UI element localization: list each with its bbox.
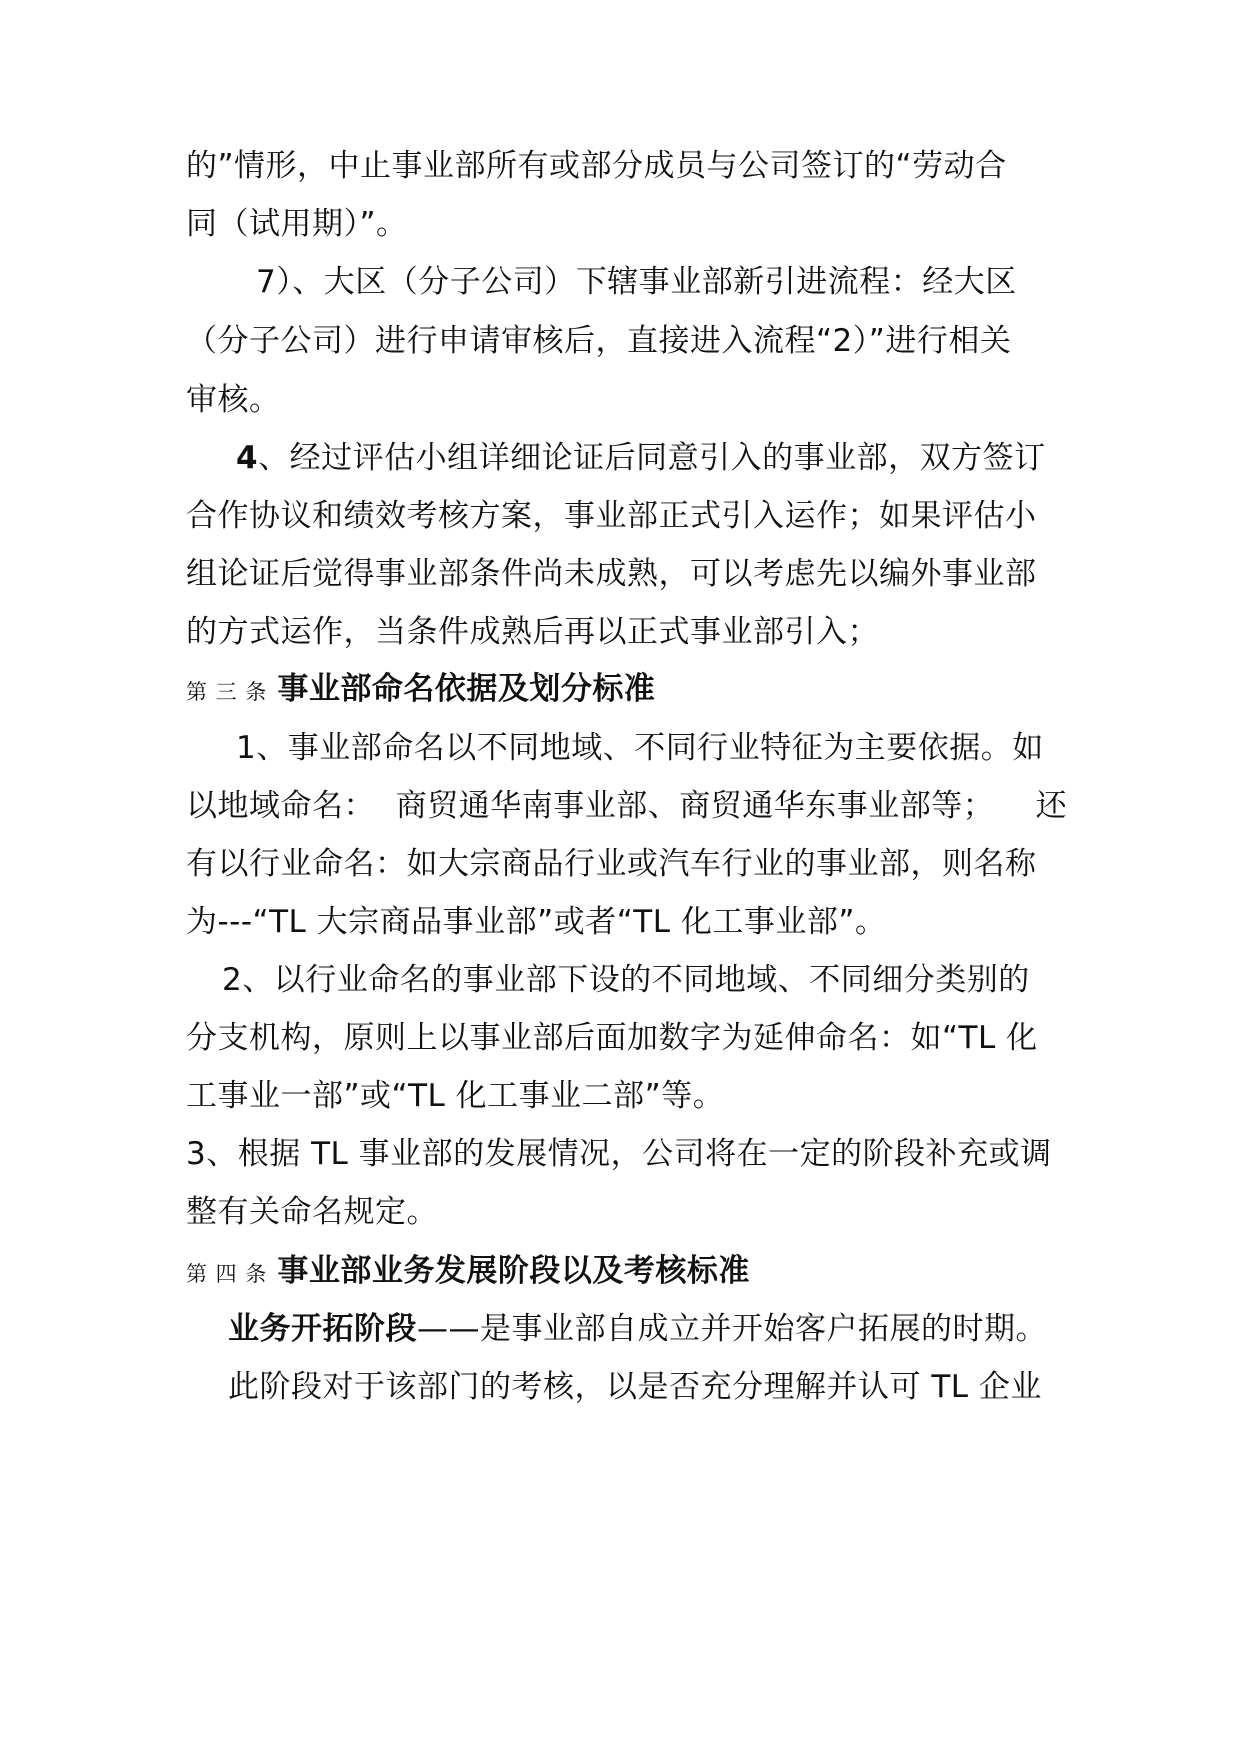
text-line: 的方式运作，当条件成熟后再以正式事业部引入； bbox=[186, 614, 879, 650]
text-line: 合作协议和绩效考核方案，事业部正式引入运作；如果评估小 bbox=[186, 498, 1037, 534]
text-line: 的”情形，中止事业部所有或部分成员与公司签订的“劳动合 bbox=[186, 148, 1007, 184]
text-line: 组论证后觉得事业部条件尚未成熟，可以考虑先以编外事业部 bbox=[186, 556, 1037, 592]
item-text: 、经过评估小组详细论证后同意引入的事业部，双方签订 bbox=[258, 440, 1046, 476]
text-line-item-4 bbox=[236, 438, 1046, 478]
section-heading bbox=[186, 1251, 750, 1294]
text-line-phase bbox=[228, 1309, 1047, 1349]
section-title: 事业部命名依据及划分标准 bbox=[277, 671, 656, 707]
section-title: 事业部业务发展阶段以及考核标准 bbox=[277, 1253, 750, 1289]
text-line: 2、以行业命名的事业部下设的不同地域、不同细分类别的 bbox=[222, 962, 1030, 998]
text-line: 分支机构，原则上以事业部后面加数字为延伸命名：如“TL 化 bbox=[186, 1020, 1038, 1056]
text-line: 工事业一部”或“TL 化工事业二部”等。 bbox=[186, 1078, 725, 1114]
section-number: 第 四 条 bbox=[186, 1262, 268, 1286]
text-line: 1、事业部命名以不同地域、不同行业特征为主要依据。如 bbox=[236, 730, 1044, 766]
text-line: 审核。 bbox=[186, 382, 281, 418]
text-line: （分子公司）进行申请审核后，直接进入流程“2）”进行相关 bbox=[186, 323, 1012, 359]
text-line: 3、根据 TL 事业部的发展情况，公司将在一定的阶段补充或调 bbox=[186, 1136, 1052, 1172]
phase-label: 业务开拓阶段 bbox=[228, 1311, 417, 1347]
section-number: 第 三 条 bbox=[186, 680, 268, 704]
text-line: 此阶段对于该部门的考核，以是否充分理解并认可 TL 企业 bbox=[228, 1369, 1042, 1405]
item-number: 4 bbox=[236, 440, 259, 476]
text-line: 以地域命名： 商贸通华南事业部、商贸通华东事业部等； 还 bbox=[186, 788, 1068, 824]
phase-text: ——是事业部自成立并开始客户拓展的时期。 bbox=[417, 1311, 1047, 1347]
section-heading bbox=[186, 669, 655, 712]
text-line: 整有关命名规定。 bbox=[186, 1194, 438, 1230]
text-line: 同（试用期）”。 bbox=[186, 206, 408, 242]
text-line: 有以行业命名：如大宗商品行业或汽车行业的事业部，则名称 bbox=[186, 846, 1037, 882]
text-line: 为---“TL 大宗商品事业部”或者“TL 化工事业部”。 bbox=[186, 904, 887, 940]
text-line: 7）、大区（分子公司）下辖事业部新引进流程：经大区 bbox=[256, 264, 1017, 300]
